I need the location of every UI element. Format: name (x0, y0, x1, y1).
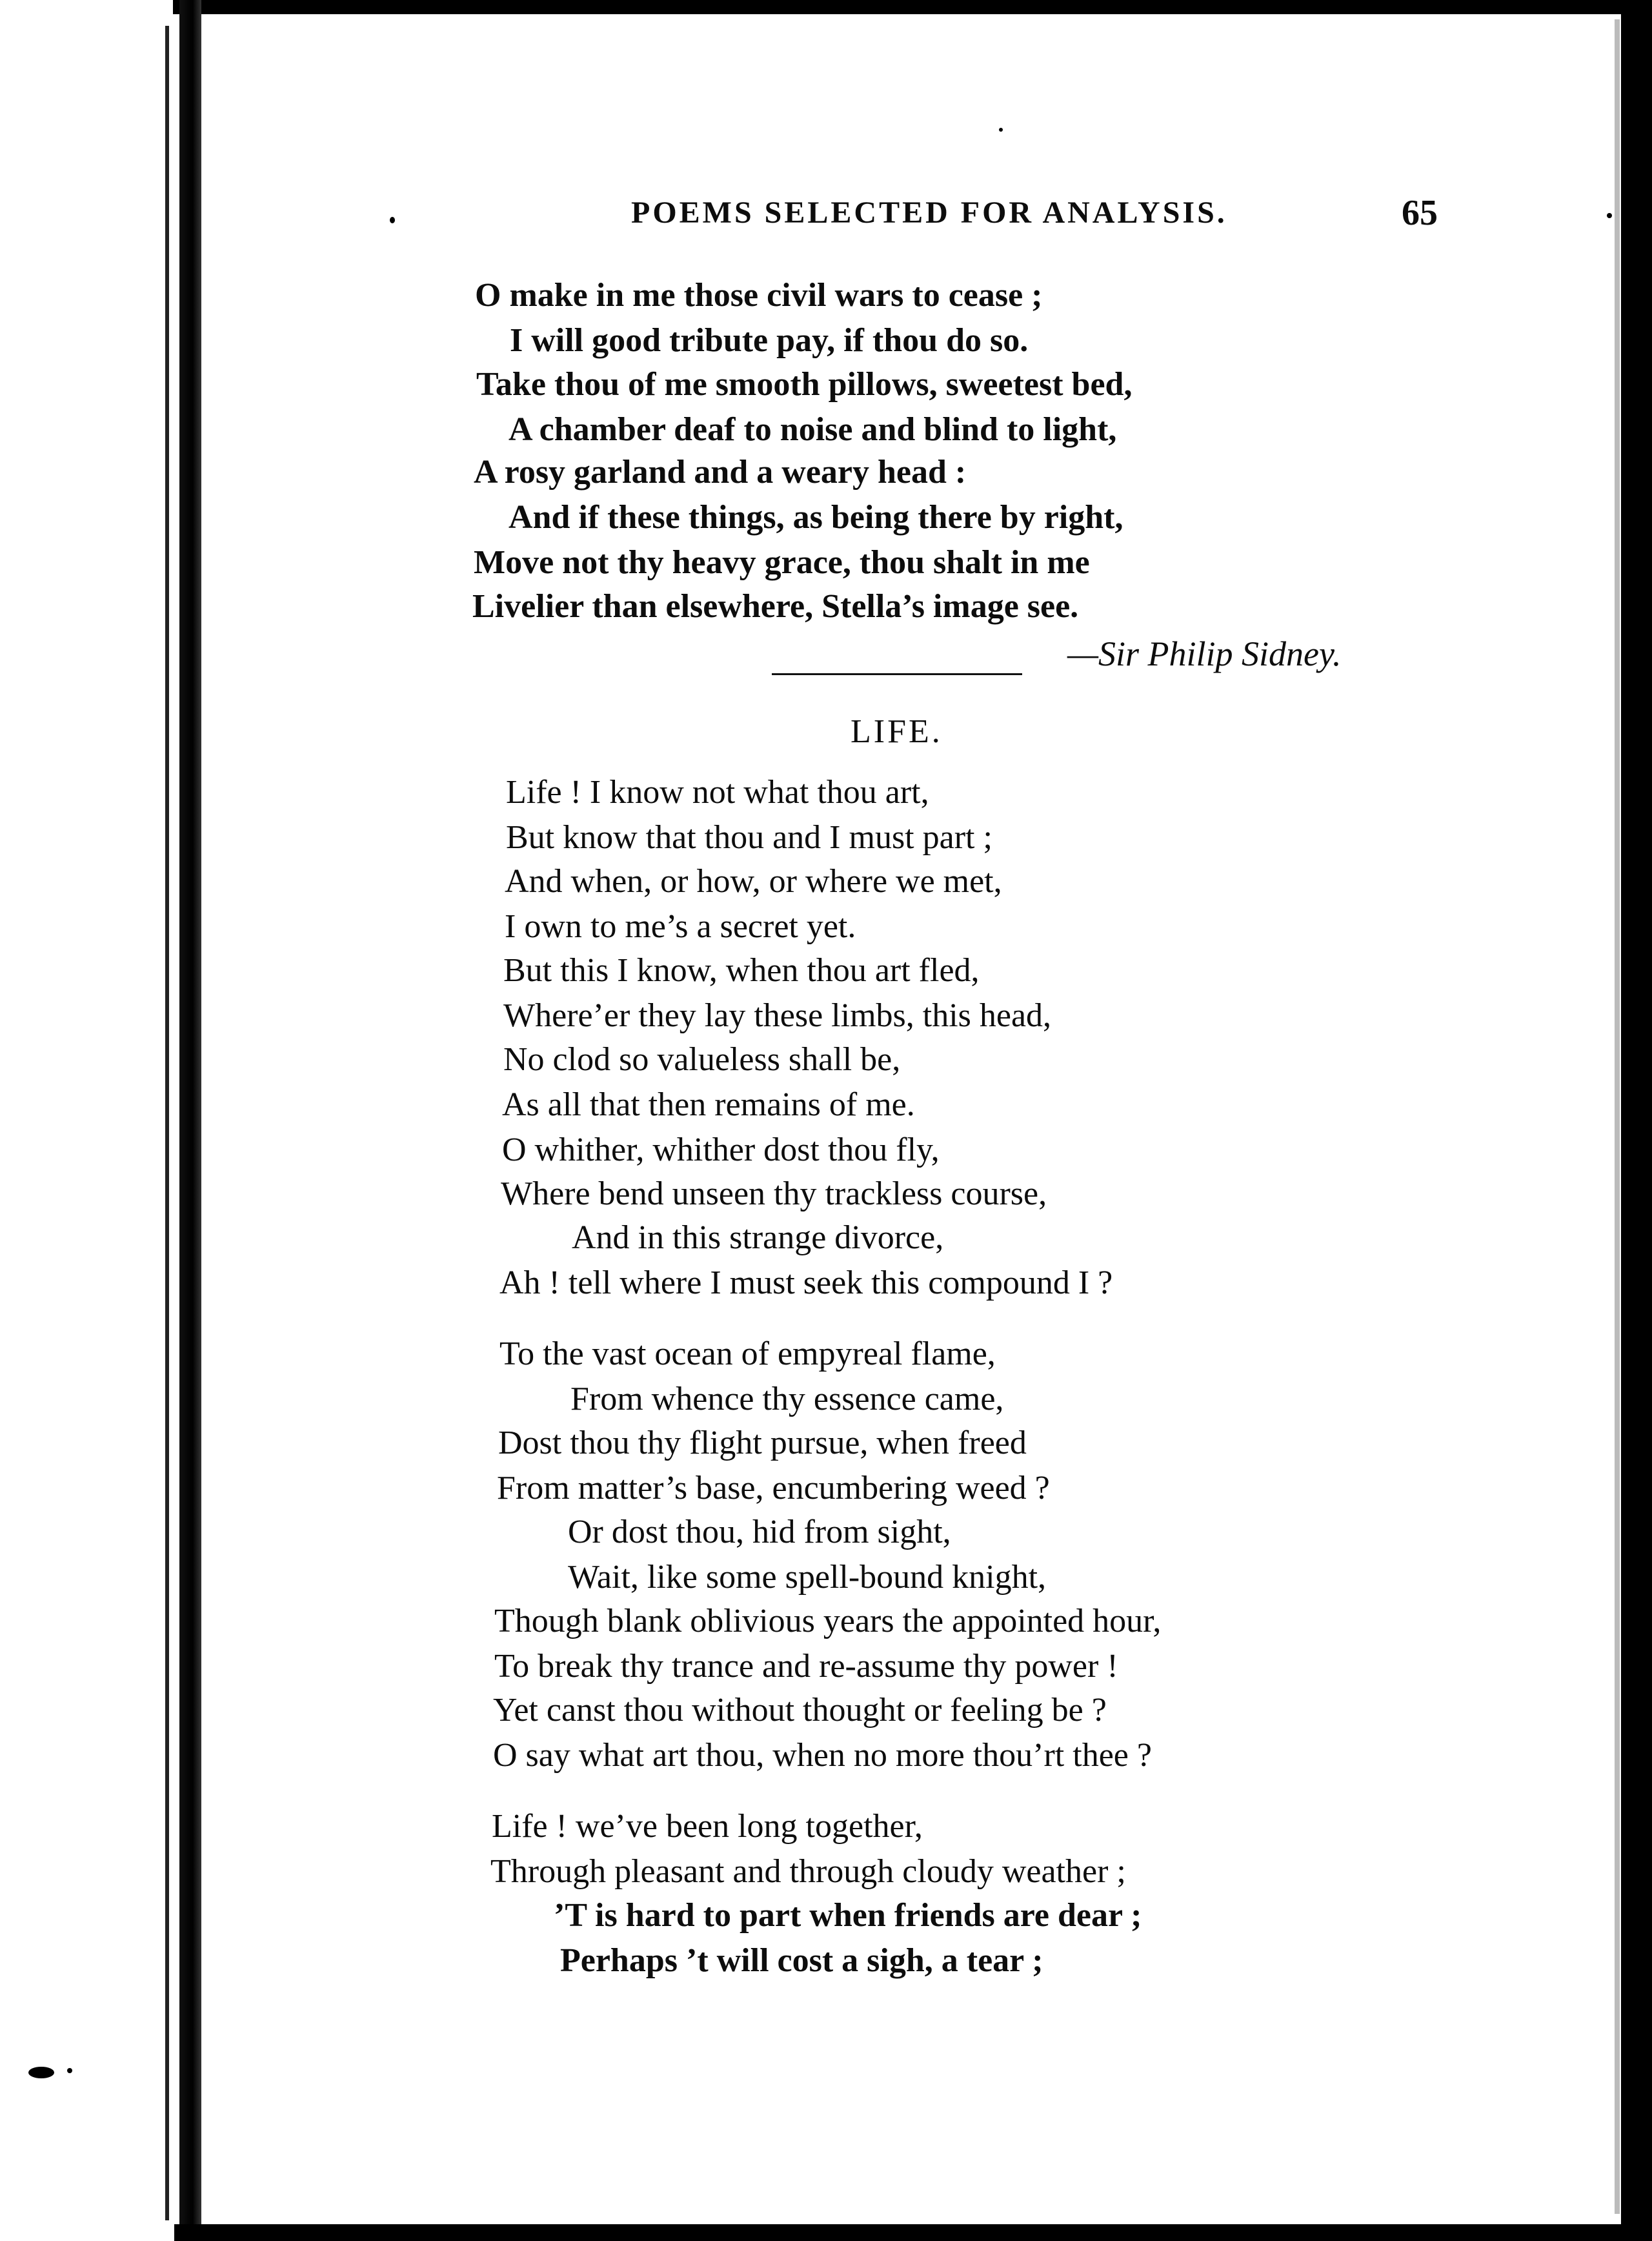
scan-speck (67, 2068, 72, 2073)
scan-speck (390, 217, 395, 223)
poem-line: To break thy trance and re-assume thy power ! (494, 1648, 1118, 1685)
poem-line: To the vast ocean of empyreal flame, (499, 1335, 996, 1372)
poem-line: Dost thou thy flight pursue, when freed (498, 1425, 1027, 1461)
poem-line: But know that thou and I must part ; (506, 819, 992, 856)
scan-margin-left (0, 0, 173, 2241)
poem-line: Livelier than elsewhere, Stella’s image see. (472, 588, 1079, 625)
poem-line: As all that then remains of me. (502, 1086, 915, 1123)
poem-line: Perhaps ’t will cost a sigh, a tear ; (560, 1942, 1043, 1979)
poem-attribution: —Sir Philip Sidney. (1067, 634, 1342, 673)
poem-line: Move not thy heavy grace, thou shalt in me (474, 544, 1090, 581)
scan-border-top (0, 0, 1652, 14)
scan-border-right (1621, 0, 1652, 2241)
poem-line: Though blank oblivious years the appointed hour, (494, 1603, 1162, 1639)
poem-line: ’T is hard to part when friends are dear ; (554, 1897, 1142, 1934)
poem-line: Life ! I know not what thou art, (506, 774, 929, 811)
scan-border-bottom (174, 2224, 1652, 2241)
scan-speck (999, 128, 1003, 132)
poem-line: Wait, like some spell-bound knight, (568, 1559, 1047, 1596)
poem-line: Life ! we’ve been long together, (492, 1808, 923, 1845)
poem-line: From matter’s base, encumbering weed ? (497, 1470, 1050, 1506)
poem-line: Where’er they lay these limbs, this head, (503, 997, 1052, 1034)
scan-blot (28, 2067, 54, 2078)
poem-line: But this I know, when thou art fled, (503, 952, 980, 989)
poem-line: I own to me’s a secret yet. (505, 908, 856, 945)
poem-line: Ah ! tell where I must seek this compound I ? (499, 1264, 1113, 1301)
poem-line: And when, or how, or where we met, (505, 863, 1002, 900)
poem-line: A chamber deaf to noise and blind to light, (509, 411, 1117, 448)
section-divider (772, 673, 1022, 675)
poem-line: And in this strange divorce, (572, 1219, 944, 1256)
running-title: POEMS SELECTED FOR ANALYSIS. (631, 196, 1227, 230)
poem-line: O whither, whither dost thou fly, (502, 1131, 940, 1168)
poem-line: No clod so valueless shall be, (503, 1041, 901, 1078)
poem-line: Or dost thou, hid from sight, (568, 1514, 951, 1550)
poem-title: LIFE. (851, 713, 943, 750)
scan-spine-edge (165, 26, 169, 2220)
poem-line: Through pleasant and through cloudy weather ; (490, 1853, 1126, 1890)
poem-line: I will good tribute pay, if thou do so. (510, 322, 1029, 359)
page-number: 65 (1402, 193, 1438, 233)
poem-line: Take thou of me smooth pillows, sweetest bed, (476, 366, 1133, 403)
scan-spine (179, 0, 201, 2241)
scan-border-right-inner (1615, 19, 1620, 2214)
poem-line: And if these things, as being there by right, (509, 499, 1123, 536)
poem-line: Yet canst thou without thought or feeling be ? (493, 1692, 1107, 1729)
poem-line: A rosy garland and a weary head : (474, 454, 967, 491)
poem-line: O make in me those civil wars to cease ; (475, 277, 1043, 314)
scan-speck (1607, 213, 1612, 218)
poem-line: O say what art thou, when no more thou’rt thee ? (493, 1737, 1152, 1774)
poem-line: From whence thy essence came, (570, 1381, 1004, 1417)
poem-line: Where bend unseen thy trackless course, (501, 1175, 1047, 1212)
